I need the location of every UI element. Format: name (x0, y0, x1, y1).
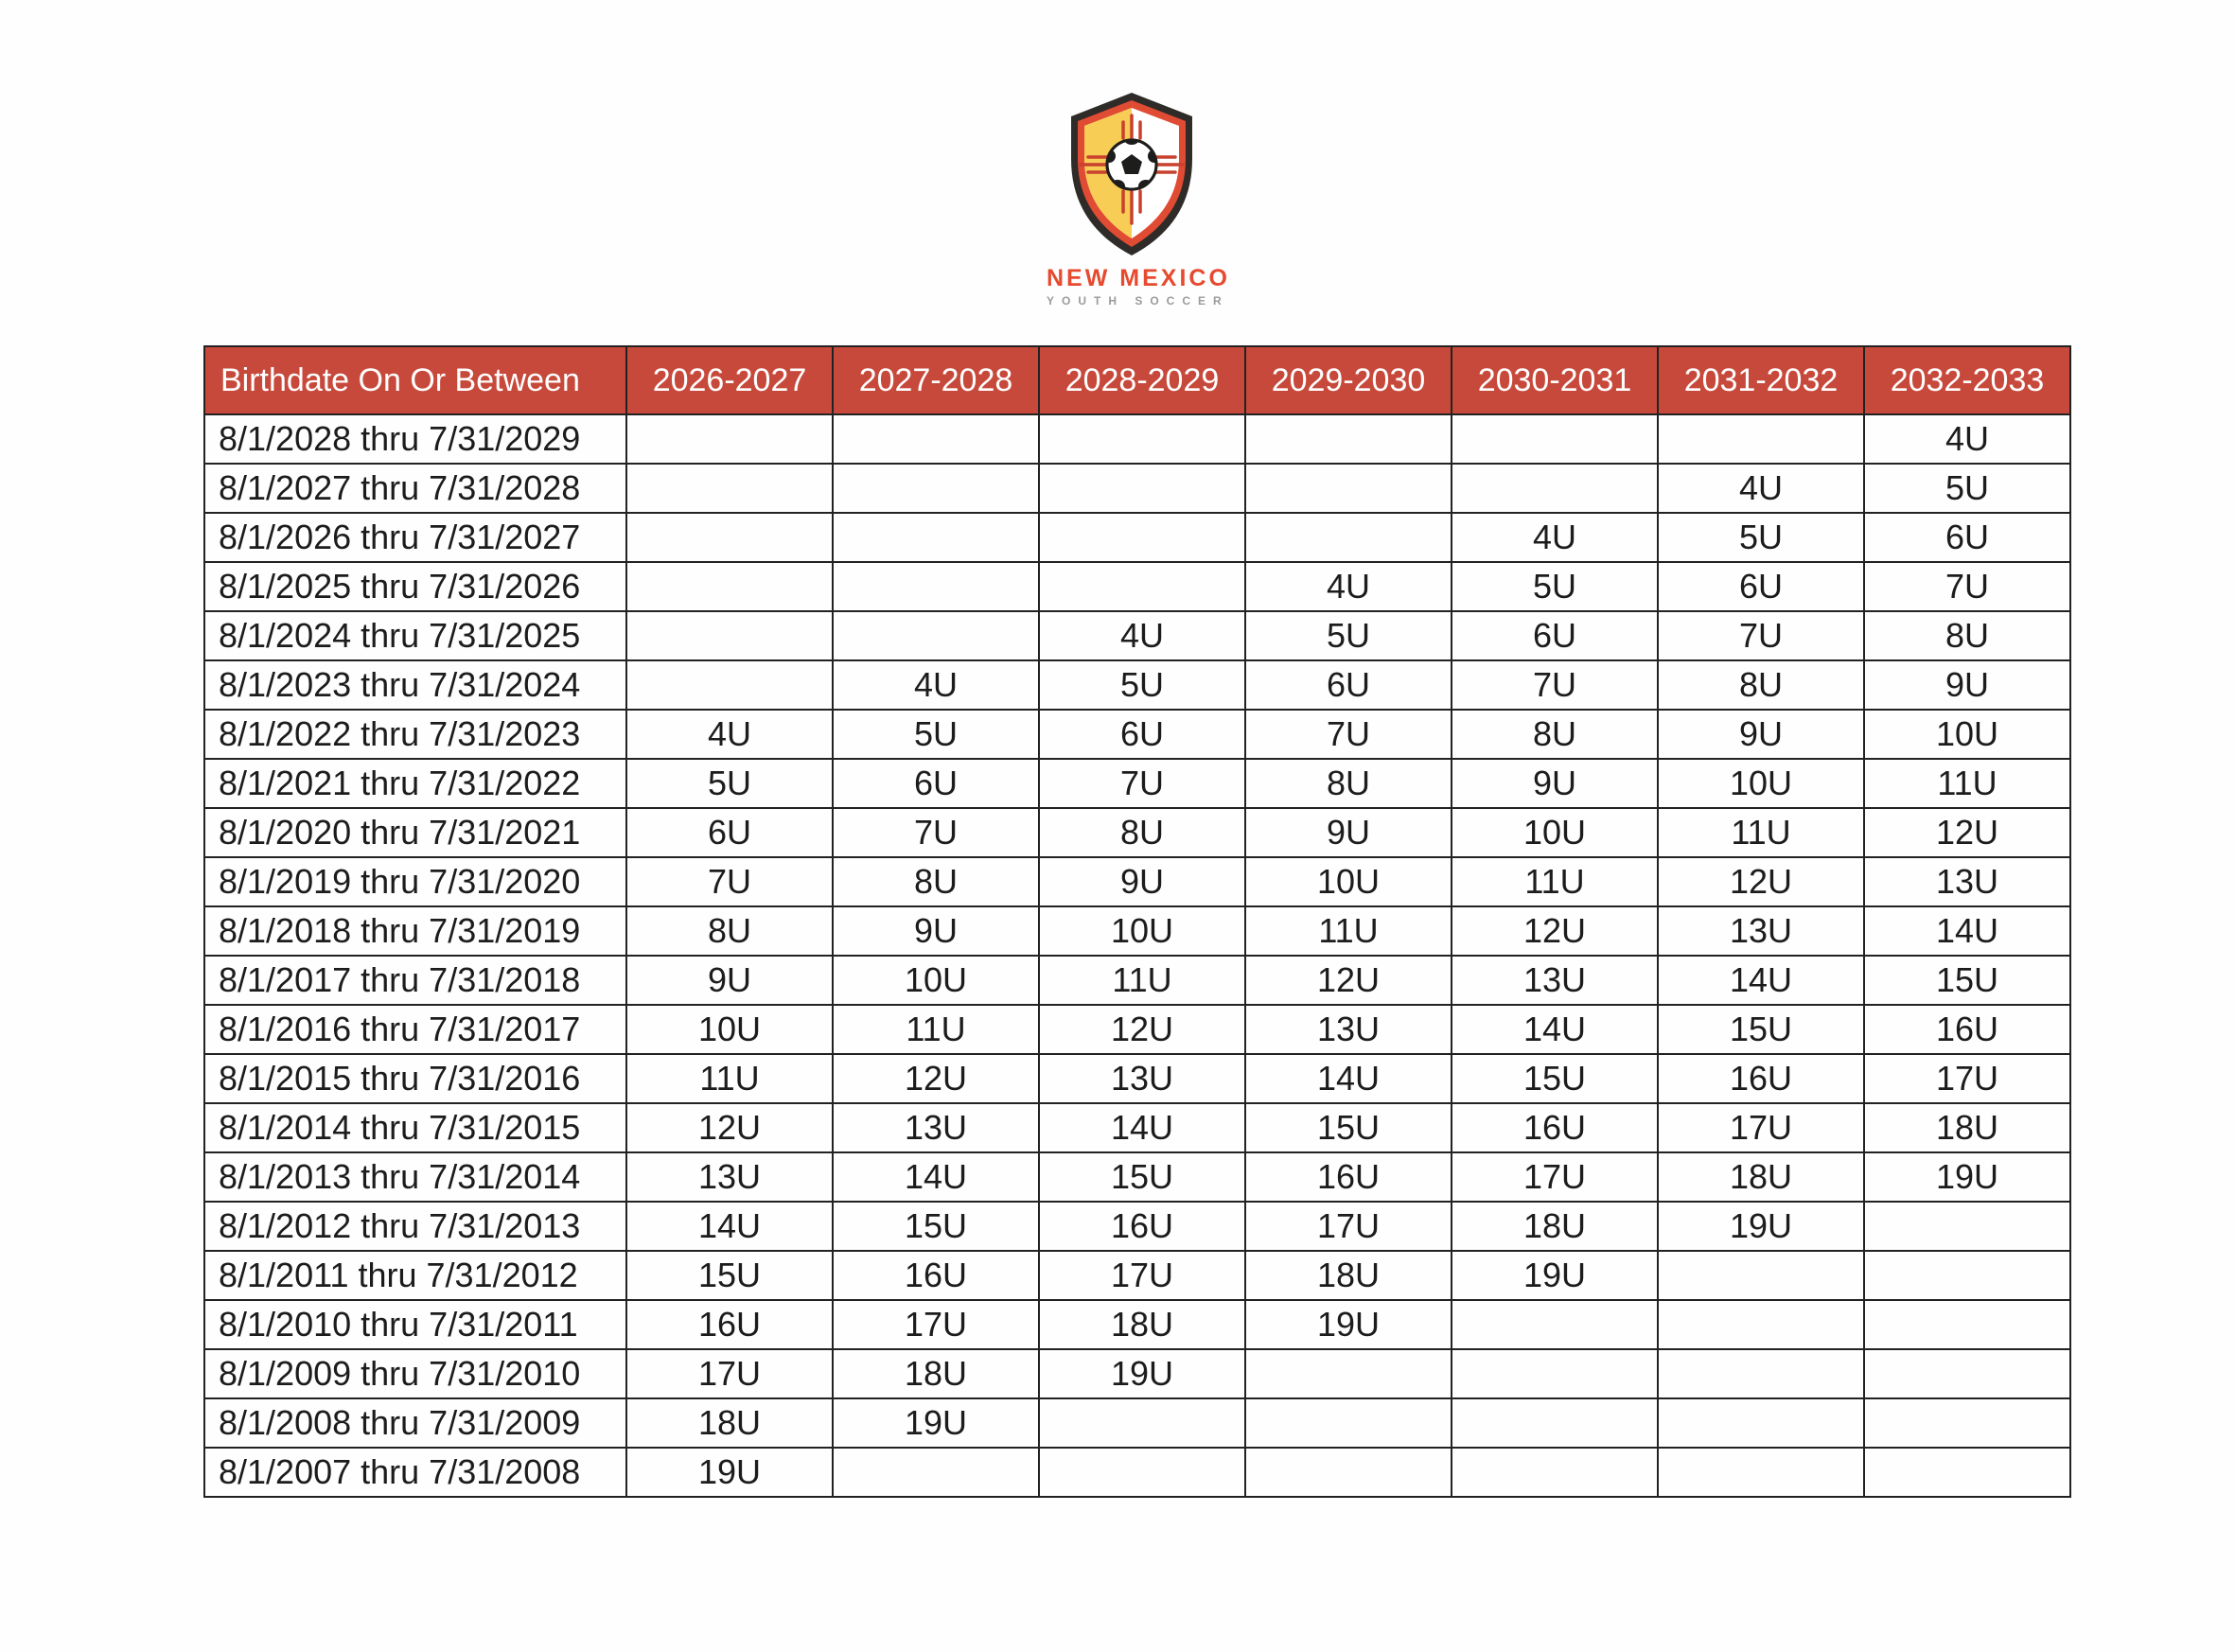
age-group-cell: 18U (626, 1398, 833, 1448)
age-group-cell (1864, 1202, 2070, 1251)
age-group-cell: 7U (1658, 611, 1864, 660)
birthdate-range-cell: 8/1/2023 thru 7/31/2024 (204, 660, 626, 710)
age-group-cell: 14U (1452, 1005, 1658, 1054)
table-row (204, 956, 2070, 1005)
age-group-cell: 18U (1864, 1103, 2070, 1152)
age-group-cell (1039, 414, 1245, 464)
age-group-cell: 11U (1658, 808, 1864, 857)
age-group-cell: 13U (833, 1103, 1039, 1152)
birthdate-range-cell: 8/1/2021 thru 7/31/2022 (204, 759, 626, 808)
age-group-cell: 14U (833, 1152, 1039, 1202)
age-group-cell: 9U (833, 906, 1039, 956)
age-group-cell: 5U (833, 710, 1039, 759)
age-group-cell (833, 414, 1039, 464)
age-group-cell: 7U (833, 808, 1039, 857)
age-group-cell: 8U (1245, 759, 1452, 808)
age-group-cell (1864, 1448, 2070, 1497)
age-group-cell (833, 611, 1039, 660)
birthdate-range-cell: 8/1/2018 thru 7/31/2019 (204, 906, 626, 956)
age-group-cell: 16U (1452, 1103, 1658, 1152)
age-group-cell: 12U (1452, 906, 1658, 956)
age-group-cell: 19U (1245, 1300, 1452, 1349)
age-group-cell: 18U (1245, 1251, 1452, 1300)
table-row (204, 1054, 2070, 1103)
age-group-cell: 10U (833, 956, 1039, 1005)
age-group-cell (1245, 1398, 1452, 1448)
age-group-cell: 17U (1452, 1152, 1658, 1202)
table-row (204, 906, 2070, 956)
age-group-cell: 10U (626, 1005, 833, 1054)
birthdate-range-cell: 8/1/2014 thru 7/31/2015 (204, 1103, 626, 1152)
table-row (204, 1202, 2070, 1251)
age-group-cell (1039, 513, 1245, 562)
age-group-cell: 17U (1245, 1202, 1452, 1251)
age-group-cell: 10U (1039, 906, 1245, 956)
age-group-cell: 13U (626, 1152, 833, 1202)
age-group-cell: 17U (1864, 1054, 2070, 1103)
header-season-column: 2032-2033 (1864, 346, 2070, 414)
header-season-column: 2027-2028 (833, 346, 1039, 414)
header-birthdate-column: Birthdate On Or Between (204, 346, 626, 414)
age-group-cell: 19U (833, 1398, 1039, 1448)
age-group-cell: 11U (626, 1054, 833, 1103)
age-group-cell (626, 562, 833, 611)
table-row (204, 562, 2070, 611)
table-body (204, 414, 2070, 1497)
table-row (204, 1152, 2070, 1202)
age-group-cell (1452, 1398, 1658, 1448)
age-group-cell: 4U (1452, 513, 1658, 562)
age-group-cell (626, 414, 833, 464)
age-group-cell: 19U (1864, 1152, 2070, 1202)
header-season-column: 2026-2027 (626, 346, 833, 414)
table-row (204, 1005, 2070, 1054)
shield-logo-icon (1065, 91, 1198, 259)
age-group-cell: 18U (1658, 1152, 1864, 1202)
age-group-cell: 4U (1245, 562, 1452, 611)
age-group-cell (1452, 1349, 1658, 1398)
age-group-cell (626, 660, 833, 710)
age-group-cell (1039, 1398, 1245, 1448)
age-group-cell (1658, 1448, 1864, 1497)
age-group-cell: 8U (1452, 710, 1658, 759)
age-group-cell: 5U (626, 759, 833, 808)
age-group-table (203, 345, 2071, 1498)
age-group-cell (1452, 414, 1658, 464)
nmys-logo (1047, 91, 1230, 308)
table-row (204, 464, 2070, 513)
birthdate-range-cell: 8/1/2019 thru 7/31/2020 (204, 857, 626, 906)
age-group-cell: 15U (1658, 1005, 1864, 1054)
age-group-cell: 9U (1864, 660, 2070, 710)
age-group-cell: 12U (1039, 1005, 1245, 1054)
age-group-cell: 19U (1039, 1349, 1245, 1398)
age-group-cell (1245, 414, 1452, 464)
age-group-cell: 7U (1864, 562, 2070, 611)
age-group-cell: 15U (833, 1202, 1039, 1251)
age-group-cell: 8U (1039, 808, 1245, 857)
table-row (204, 660, 2070, 710)
age-group-cell: 5U (1039, 660, 1245, 710)
birthdate-range-cell: 8/1/2016 thru 7/31/2017 (204, 1005, 626, 1054)
age-group-cell: 14U (626, 1202, 833, 1251)
table-row (204, 1349, 2070, 1398)
age-group-cell: 10U (1245, 857, 1452, 906)
birthdate-range-cell: 8/1/2027 thru 7/31/2028 (204, 464, 626, 513)
table-row (204, 759, 2070, 808)
age-group-cell: 7U (1452, 660, 1658, 710)
birthdate-range-cell: 8/1/2020 thru 7/31/2021 (204, 808, 626, 857)
age-group-cell: 18U (1039, 1300, 1245, 1349)
age-group-cell: 17U (1658, 1103, 1864, 1152)
header-season-column: 2029-2030 (1245, 346, 1452, 414)
age-group-cell: 11U (1864, 759, 2070, 808)
age-group-cell: 5U (1658, 513, 1864, 562)
age-group-cell: 9U (626, 956, 833, 1005)
age-group-cell: 4U (1864, 414, 2070, 464)
age-group-cell: 10U (1452, 808, 1658, 857)
age-group-cell: 17U (1039, 1251, 1245, 1300)
birthdate-range-cell: 8/1/2025 thru 7/31/2026 (204, 562, 626, 611)
table-row (204, 414, 2070, 464)
age-group-cell (1452, 1448, 1658, 1497)
age-group-cell: 6U (1452, 611, 1658, 660)
age-group-cell: 18U (833, 1349, 1039, 1398)
age-group-cell: 17U (626, 1349, 833, 1398)
age-group-cell (1658, 1349, 1864, 1398)
age-group-cell (626, 611, 833, 660)
age-group-cell: 5U (1452, 562, 1658, 611)
age-group-cell: 16U (1039, 1202, 1245, 1251)
age-group-cell: 11U (1245, 906, 1452, 956)
age-group-cell: 8U (833, 857, 1039, 906)
age-group-cell: 13U (1245, 1005, 1452, 1054)
age-group-cell: 19U (1452, 1251, 1658, 1300)
birthdate-range-cell: 8/1/2007 thru 7/31/2008 (204, 1448, 626, 1497)
age-group-cell: 10U (1658, 759, 1864, 808)
header-season-column: 2030-2031 (1452, 346, 1658, 414)
logo-subtitle: YOUTH SOCCER (1047, 294, 1229, 308)
age-group-cell: 4U (833, 660, 1039, 710)
age-group-cell: 12U (1864, 808, 2070, 857)
birthdate-range-cell: 8/1/2012 thru 7/31/2013 (204, 1202, 626, 1251)
age-group-cell: 12U (626, 1103, 833, 1152)
age-group-cell: 14U (1039, 1103, 1245, 1152)
age-group-cell (1864, 1300, 2070, 1349)
age-group-cell: 6U (626, 808, 833, 857)
age-group-cell: 7U (1245, 710, 1452, 759)
age-group-cell (833, 1448, 1039, 1497)
age-group-cell: 10U (1864, 710, 2070, 759)
age-group-cell: 4U (1658, 464, 1864, 513)
table-row (204, 1103, 2070, 1152)
age-group-cell (833, 513, 1039, 562)
header-season-column: 2028-2029 (1039, 346, 1245, 414)
age-group-cell: 15U (1452, 1054, 1658, 1103)
age-group-cell: 11U (1039, 956, 1245, 1005)
age-group-cell (1658, 1300, 1864, 1349)
age-group-cell: 17U (833, 1300, 1039, 1349)
table-row (204, 710, 2070, 759)
age-group-cell (1658, 1251, 1864, 1300)
birthdate-range-cell: 8/1/2028 thru 7/31/2029 (204, 414, 626, 464)
age-group-cell (626, 513, 833, 562)
age-group-cell (1245, 1448, 1452, 1497)
age-group-cell: 15U (1864, 956, 2070, 1005)
birthdate-range-cell: 8/1/2009 thru 7/31/2010 (204, 1349, 626, 1398)
table-row (204, 1251, 2070, 1300)
table-row (204, 1398, 2070, 1448)
age-group-cell: 19U (1658, 1202, 1864, 1251)
logo-title: NEW MEXICO (1047, 265, 1230, 291)
age-group-cell: 11U (1452, 857, 1658, 906)
age-group-cell: 9U (1039, 857, 1245, 906)
age-group-cell (833, 464, 1039, 513)
table-row (204, 808, 2070, 857)
age-group-cell (1452, 464, 1658, 513)
age-group-cell (1245, 513, 1452, 562)
age-group-cell (1245, 1349, 1452, 1398)
age-group-cell (1658, 414, 1864, 464)
birthdate-range-cell: 8/1/2024 thru 7/31/2025 (204, 611, 626, 660)
age-group-cell: 16U (1245, 1152, 1452, 1202)
age-group-cell: 6U (1039, 710, 1245, 759)
age-group-cell: 16U (833, 1251, 1039, 1300)
age-group-cell: 12U (1245, 956, 1452, 1005)
header-season-column: 2031-2032 (1658, 346, 1864, 414)
age-group-cell: 16U (1864, 1005, 2070, 1054)
age-group-cell: 8U (626, 906, 833, 956)
age-group-cell: 12U (833, 1054, 1039, 1103)
birthdate-range-cell: 8/1/2015 thru 7/31/2016 (204, 1054, 626, 1103)
age-group-cell (833, 562, 1039, 611)
age-group-cell: 6U (1245, 660, 1452, 710)
age-group-cell: 9U (1452, 759, 1658, 808)
age-group-cell: 9U (1245, 808, 1452, 857)
age-group-cell: 9U (1658, 710, 1864, 759)
age-group-cell: 7U (1039, 759, 1245, 808)
age-group-cell: 11U (833, 1005, 1039, 1054)
age-group-cell: 13U (1864, 857, 2070, 906)
age-group-cell: 19U (626, 1448, 833, 1497)
birthdate-range-cell: 8/1/2017 thru 7/31/2018 (204, 956, 626, 1005)
age-group-cell: 4U (1039, 611, 1245, 660)
age-group-cell: 13U (1452, 956, 1658, 1005)
age-group-cell: 14U (1658, 956, 1864, 1005)
age-group-cell: 16U (1658, 1054, 1864, 1103)
age-group-cell: 6U (1864, 513, 2070, 562)
age-group-cell: 14U (1864, 906, 2070, 956)
age-group-cell: 12U (1658, 857, 1864, 906)
birthdate-range-cell: 8/1/2010 thru 7/31/2011 (204, 1300, 626, 1349)
header-row (204, 346, 2070, 414)
birthdate-range-cell: 8/1/2026 thru 7/31/2027 (204, 513, 626, 562)
age-group-cell (1039, 562, 1245, 611)
age-group-cell: 6U (1658, 562, 1864, 611)
table-row (204, 513, 2070, 562)
age-group-cell (626, 464, 833, 513)
age-group-cell: 18U (1452, 1202, 1658, 1251)
age-group-cell: 16U (626, 1300, 833, 1349)
age-group-cell: 15U (1245, 1103, 1452, 1152)
age-group-cell (1864, 1349, 2070, 1398)
age-group-cell (1039, 1448, 1245, 1497)
age-group-cell (1245, 464, 1452, 513)
age-group-cell: 7U (626, 857, 833, 906)
age-group-cell: 13U (1039, 1054, 1245, 1103)
age-group-cell: 13U (1658, 906, 1864, 956)
table-row (204, 1300, 2070, 1349)
age-group-cell (1039, 464, 1245, 513)
age-group-cell: 8U (1658, 660, 1864, 710)
age-group-cell: 15U (626, 1251, 833, 1300)
age-group-cell: 4U (626, 710, 833, 759)
table-row (204, 857, 2070, 906)
birthdate-range-cell: 8/1/2022 thru 7/31/2023 (204, 710, 626, 759)
birthdate-range-cell: 8/1/2011 thru 7/31/2012 (204, 1251, 626, 1300)
table-row (204, 1448, 2070, 1497)
age-group-cell: 14U (1245, 1054, 1452, 1103)
birthdate-range-cell: 8/1/2013 thru 7/31/2014 (204, 1152, 626, 1202)
age-group-cell: 5U (1245, 611, 1452, 660)
age-group-cell: 8U (1864, 611, 2070, 660)
table-row (204, 611, 2070, 660)
age-group-cell: 6U (833, 759, 1039, 808)
age-group-cell (1452, 1300, 1658, 1349)
birthdate-range-cell: 8/1/2008 thru 7/31/2009 (204, 1398, 626, 1448)
age-group-cell (1864, 1398, 2070, 1448)
age-group-cell: 15U (1039, 1152, 1245, 1202)
age-group-cell (1864, 1251, 2070, 1300)
age-group-cell (1658, 1398, 1864, 1448)
age-group-cell: 5U (1864, 464, 2070, 513)
